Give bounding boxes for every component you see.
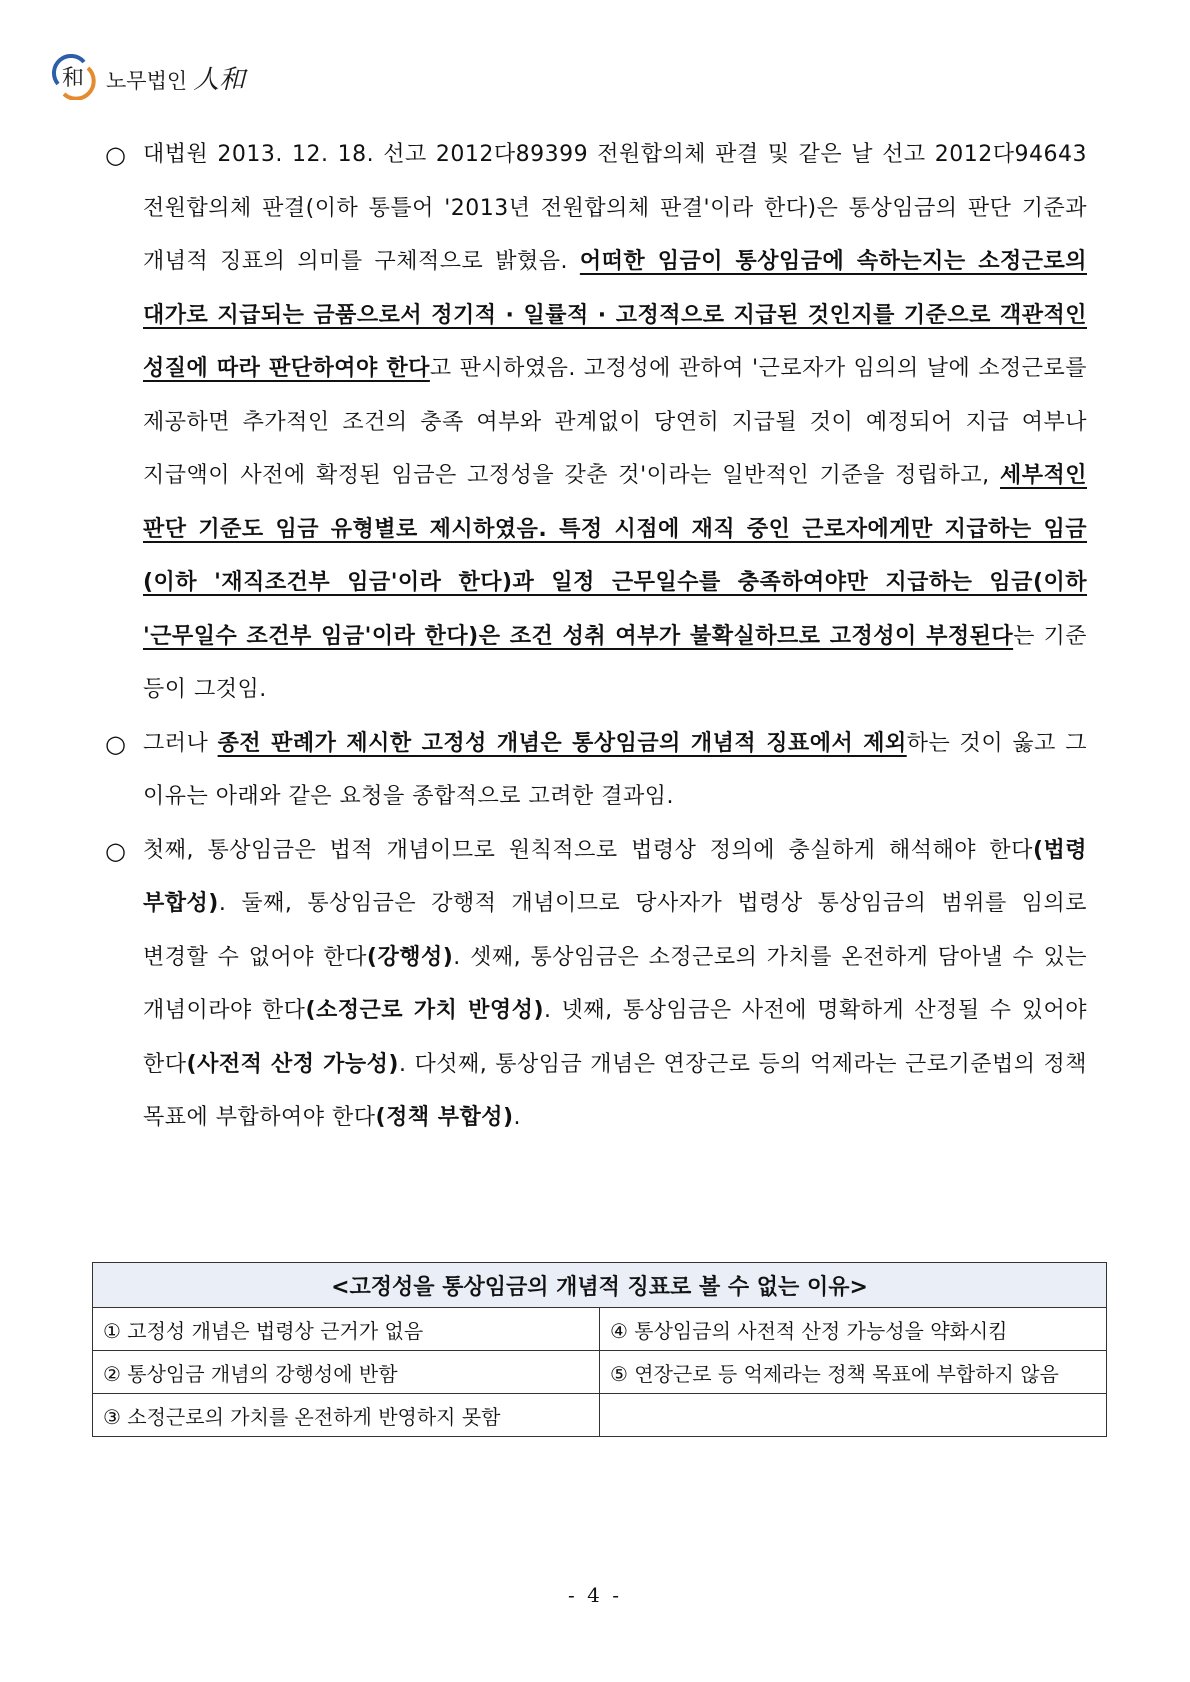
firm-name [106, 59, 245, 96]
table-row [93, 1308, 1107, 1351]
bullet-circle-icon: ○ [105, 141, 126, 169]
table-cell: ④ 통상임금의 사전적 산정 가능성을 약화시킴 [600, 1308, 1107, 1351]
reasons-table-title: <고정성을 통상임금의 개념적 징표로 볼 수 없는 이유> [93, 1263, 1107, 1308]
emphasis-segment: (강행성) [366, 944, 454, 970]
document-body [105, 128, 1087, 1145]
firm-logo-icon [50, 54, 96, 100]
emphasis-segment: (소정근로 가치 반영성) [305, 998, 544, 1023]
table-cell: ③ 소정근로의 가치를 온전하게 반영하지 못함 [93, 1394, 600, 1437]
reasons-table [92, 1262, 1107, 1437]
logo-glyph: 和 [61, 66, 85, 91]
page-number: - 4 - [568, 1583, 622, 1607]
emphasis-segment: 세부적인 판단 기준도 임금 유형별로 제시하였음. 특정 시점에 재직 중인 근로자에게만 지급하는 임금(이하 '재직조건부 임금'이라 한다)과 일정 근무일수를 충족하여야만 지급하는 임금(이하 '근무일수 조건부 임금'이라 한다)은 조건 성취 여부가 불확실하므로 고정성이 부정된다 [143, 463, 1087, 649]
emphasis-segment: 어떠한 임금이 통상임금에 속하는지는 소정근로의 대가로 지급되는 금품으로서 정기적 · 일률적 · 고정적으로 지급된 것인지를 기준으로 객관적인 성질에 따라 판단하여야 한다 [143, 249, 1087, 381]
reasons-table-header-row [93, 1263, 1107, 1308]
emphasis-segment: (정책 부합성) [375, 1105, 514, 1130]
bullet-circle-icon: ○ [105, 729, 126, 758]
bullet-circle-icon: ○ [105, 836, 126, 865]
table-row [93, 1351, 1107, 1394]
firm-name-text: 노무법인 [106, 68, 188, 93]
text-segment: 는 기준 등이 그것임. [143, 623, 1088, 702]
paragraph-text [143, 717, 1087, 824]
text-segment: . 둘째, 통상임금은 강행적 개념이므로 당사자가 법령상 통상임금의 범위를 임의로 변경할 수 없어야 한다 [143, 891, 1087, 970]
text-segment: . [513, 1105, 522, 1130]
bullet-paragraph [105, 128, 1087, 717]
text-segment: . 넷째, 통상임금은 사전에 명확하게 산정될 수 있어야 한다 [143, 998, 1087, 1077]
page-header [50, 52, 245, 102]
table-cell [600, 1394, 1107, 1437]
table-cell: ① 고정성 개념은 법령상 근거가 없음 [93, 1308, 600, 1351]
paragraph-text [143, 128, 1087, 717]
text-segment: 대법원 2013. 12. 18. 선고 2012다89399 전원합의체 판결 및 같은 날 선고 2012다94643 전원합의체 판결(이하 통틀어 '2013년 전원합의체 판결'이라 한다)은 통상임금의 판단 기준과 개념적 징표의 의미를 구체적으로 밝혔음. [143, 142, 1087, 274]
emphasis-segment: 종전 판례가 제시한 고정성 개념은 통상임금의 개념적 징표에서 제외 [217, 730, 907, 756]
text-segment: . 셋째, 통상임금은 소정근로의 가치를 온전하게 담아낼 수 있는 개념이라야 한다 [143, 944, 1088, 1023]
text-segment: 첫째, 통상임금은 법적 개념이므로 원칙적으로 법령상 정의에 충실하게 해석해야 한다 [143, 837, 1033, 863]
text-segment: . 다섯째, 통상임금 개념은 연장근로 등의 억제라는 근로기준법의 정책 목표에 부합하여야 한다 [143, 1051, 1087, 1130]
table-row [93, 1394, 1107, 1437]
paragraph-text [143, 824, 1087, 1145]
bullet-paragraph [105, 717, 1087, 824]
emphasis-segment: (사전적 산정 가능성) [186, 1051, 399, 1077]
firm-name-signature: 人和 [193, 64, 246, 95]
text-segment: 그러나 [143, 730, 218, 756]
table-cell: ② 통상임금 개념의 강행성에 반함 [93, 1351, 600, 1394]
bullet-paragraph [105, 824, 1087, 1145]
text-segment: 고 판시하였음. 고정성에 관하여 '근로자가 임의의 날에 소정근로를 제공하면 추가적인 조건의 충족 여부와 관계없이 당연히 지급될 것이 예정되어 지급 여부나 지급액이 사전에 확정된 임금은 고정성을 갖춘 것'이라는 일반적인 기준을 정립하고, [143, 356, 1087, 488]
table-cell: ⑤ 연장근로 등 억제라는 정책 목표에 부합하지 않음 [600, 1351, 1107, 1394]
emphasis-segment: (법령 부합성) [143, 837, 1087, 916]
text-segment: 하는 것이 옳고 그 이유는 아래와 같은 요청을 종합적으로 고려한 결과임. [143, 730, 1088, 809]
